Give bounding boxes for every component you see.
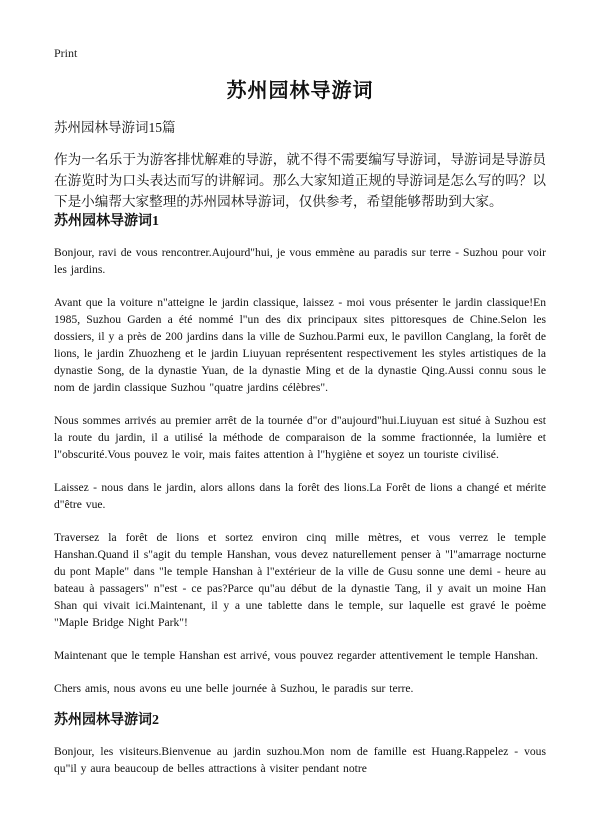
section-heading: 苏州园林导游词2 <box>54 713 159 728</box>
section-paragraph: Nous sommes arrivés au premier arrêt de la tournée d"or d"aujourd"hui.Liuyuan est situé à Suzhou est la route du jardin, il a utilisé la méthode de comparaison de la somme fractionnée, la lumière et l"obscurité.Vous pouvez le voir, mais faites attention à l"hygiène et soyez un touriste civilisé. <box>54 414 546 461</box>
section-2 <box>54 711 546 777</box>
section-1 <box>54 212 546 697</box>
section-paragraph: Chers amis, nous avons eu une belle journée à Suzhou, le paradis sur terre. <box>54 682 414 695</box>
print-label[interactable]: Print <box>54 46 78 60</box>
page-subtitle: 苏州园林导游词15篇 <box>54 120 176 135</box>
section-paragraph: Bonjour, ravi de vous rencontrer.Aujourd"hui, je vous emmène au paradis sur terre - Suzhou pour voir les jardins. <box>54 246 546 276</box>
section-paragraph: Avant que la voiture n"atteigne le jardin classique, laissez - moi vous présenter le jardin classique!En 1985, Suzhou Garden a été nommé l"un des dix principaux sites pittoresques de Chine.Selon les dossiers, il y a près de 200 jardins dans la ville de Suzhou.Parmi eux, le pavillon Canglang, la forêt de lions, le jardin Zhuozheng et le jardin Liuyuan représentent respectivement les styles artistiques de la dynastie Song, de la dynastie Yuan, de la dynastie Ming et de la dynastie Qing.Aussi connu sous le nom de jardin classique Suzhou "quatre jardins célèbres". <box>54 296 546 394</box>
section-paragraph: Bonjour, les visiteurs.Bienvenue au jardin suzhou.Mon nom de famille est Huang.Rappelez - vous qu"il y aura beaucoup de belles attractions à visiter pendant notre <box>54 745 546 775</box>
section-paragraph: Traversez la forêt de lions et sortez environ cinq mille mètres, et vous verrez le temple Hanshan.Quand il s"agit du temple Hanshan, vous devez naturellement penser à "l"amarrage nocturne du pont Maple" dans "le temple Hanshan à l"extérieur de la ville de Gusu sonne une demi - heure au bateau à passagers" n"est - ce pas?Parce qu"au début de la dynastie Tang, il y avait un moine Han Shan qui vivait ici.Maintenant, il y a une tablette dans le temple, sur laquelle est gravé le poème "Maple Bridge Night Park"! <box>54 531 546 629</box>
intro-paragraph: 作为一名乐于为游客排忧解难的导游，就不得不需要编写导游词，导游词是导游员在游览时为口头表达而写的讲解词。那么大家知道正规的导游词是怎么写的吗？以下是小编帮大家整理的苏州园林导游词，仅供参考，希望能够帮助到大家。 <box>54 152 546 210</box>
section-paragraph: Maintenant que le temple Hanshan est arrivé, vous pouvez regarder attentivement le temple Hanshan. <box>54 649 538 662</box>
section-paragraph: Laissez - nous dans le jardin, alors allons dans la forêt des lions.La Forêt de lions a changé et mérite d"être vue. <box>54 481 546 511</box>
page-title: 苏州园林导游词 <box>226 78 374 102</box>
article-content <box>54 212 546 793</box>
section-heading: 苏州园林导游词1 <box>54 214 159 229</box>
